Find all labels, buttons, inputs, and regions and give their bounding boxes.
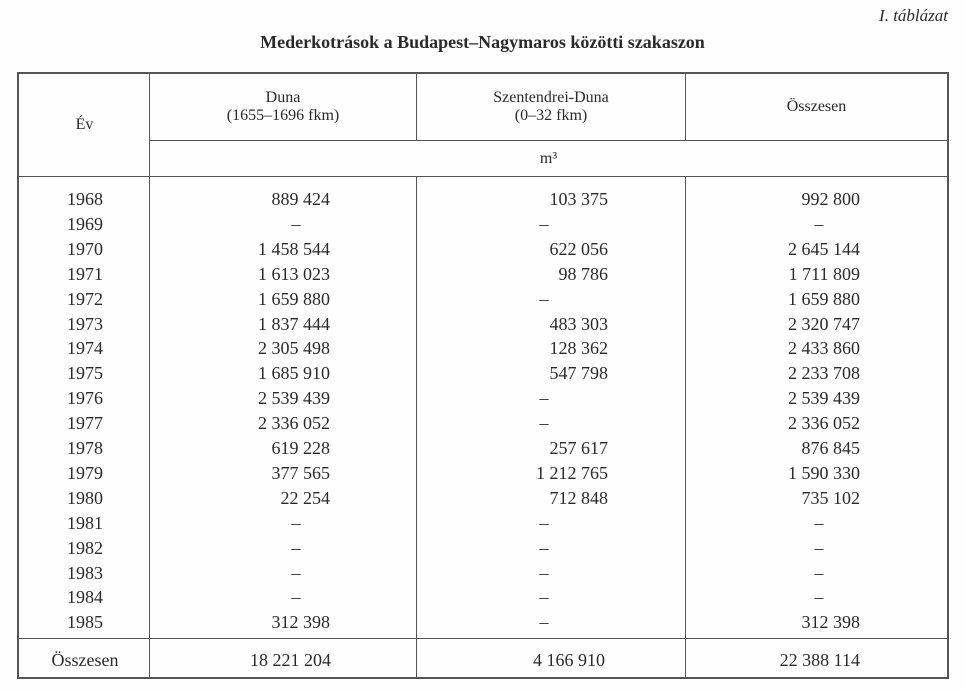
year-cell: 1977 [67,413,103,434]
szentendrei-cell: – [539,213,549,234]
szentendrei-cell: – [539,587,549,608]
table-row [19,336,947,361]
header-total-label: Összesen [786,98,847,115]
table-row [19,610,947,635]
szentendrei-cell: 712 848 [549,487,608,508]
year-cell: 1979 [67,462,103,483]
duna-cell: 22 254 [280,487,330,508]
table-row [19,511,947,536]
duna-cell: 619 228 [271,438,330,458]
year-cell: 1973 [67,313,103,334]
szentendrei-cell: 483 303 [549,313,608,334]
duna-cell: 1 685 910 [258,363,330,384]
total-cell: 1 711 809 [788,263,860,284]
table-row [19,561,947,586]
table-row [19,461,947,486]
table-row [19,237,947,262]
szentendrei-cell: 98 786 [558,263,608,284]
duna-cell: 889 424 [271,189,330,209]
total-cell: 1 659 880 [788,288,860,309]
total-cell: – [814,512,824,533]
year-cell: 1974 [67,338,103,359]
table-row [19,386,947,411]
duna-cell: 2 336 052 [258,413,330,434]
year-cell: 1972 [67,288,103,309]
table-row [19,486,947,511]
total-cell: 312 398 [801,612,860,633]
total-cell: 876 845 [801,438,860,458]
year-cell: 1971 [67,263,103,284]
data-table [17,72,949,679]
total-cell: 2 645 144 [788,238,860,259]
duna-cell: 312 398 [271,612,330,633]
szentendrei-cell: – [539,612,549,633]
duna-cell: 1 613 023 [258,263,330,284]
duna-cell: 2 305 498 [258,338,330,359]
duna-cell: 1 458 544 [258,238,330,259]
duna-cell: – [291,587,301,608]
table-label: I. táblázat [879,6,948,25]
szentendrei-cell: – [539,413,549,434]
totals-label: Összesen [51,650,119,670]
szentendrei-cell: – [539,512,549,533]
duna-cell: 1 659 880 [258,288,330,309]
header-duna-label: Duna [265,89,301,106]
table-title: Mederkotrások a Budapest–Nagymaros közötti szakaszon [260,32,705,52]
duna-cell: – [291,213,301,234]
header-total [686,74,947,140]
total-cell: 2 539 439 [788,388,860,409]
totals-total: 22 388 114 [779,650,860,670]
total-cell: 735 102 [801,487,860,508]
header-szentendrei-label: Szentendrei-Duna [493,89,609,106]
szentendrei-cell: 1 212 765 [536,462,608,483]
year-cell: 1976 [67,388,103,409]
table-row [19,287,947,312]
total-cell: 2 433 860 [788,338,860,359]
szentendrei-cell: 103 375 [549,189,608,209]
totals-szentendrei: 4 166 910 [533,650,605,670]
header-duna-sub: (1655–1696 fkm) [226,107,340,124]
szentendrei-cell: – [539,388,549,409]
year-cell: 1968 [67,189,103,209]
total-cell: – [814,587,824,608]
totals-row [19,648,947,673]
table-row [19,411,947,436]
header-year [19,74,150,176]
szentendrei-cell: 547 798 [549,363,608,384]
duna-cell: – [291,512,301,533]
table-row [19,536,947,561]
year-cell: 1985 [67,612,103,633]
year-cell: 1975 [67,363,103,384]
duna-cell: 1 837 444 [258,313,330,334]
duna-cell: – [291,537,301,558]
szentendrei-cell: 257 617 [549,438,608,458]
header-unit-label: m³ [539,149,558,167]
total-cell: – [814,537,824,558]
year-cell: 1981 [67,512,103,533]
year-cell: 1980 [67,487,103,508]
total-cell: 2 233 708 [788,363,860,384]
table-row [19,187,947,212]
total-cell: – [814,213,824,234]
table-row [19,361,947,386]
year-cell: 1982 [67,537,103,558]
divider [19,638,947,639]
duna-cell: – [291,562,301,583]
szentendrei-cell: – [539,537,549,558]
table-row [19,262,947,287]
year-cell: 1970 [67,238,103,259]
year-cell: 1983 [67,562,103,583]
total-cell: 2 336 052 [788,413,860,434]
szentendrei-cell: – [539,288,549,309]
szentendrei-cell: 622 056 [549,238,608,259]
year-cell: 1984 [67,587,103,608]
total-cell: 1 590 330 [788,462,860,483]
szentendrei-cell: 128 362 [549,338,608,359]
header-duna [150,74,416,140]
total-cell: 2 320 747 [788,313,860,334]
header-szentendrei [417,74,685,140]
year-cell: 1969 [67,213,103,234]
divider [19,176,947,177]
header-unit [150,141,947,176]
duna-cell: 2 539 439 [258,388,330,409]
header-year-label: Év [75,116,94,133]
totals-duna: 18 221 204 [250,650,331,670]
total-cell: – [814,562,824,583]
total-cell: 992 800 [801,189,860,209]
table-row [19,312,947,337]
szentendrei-cell: – [539,562,549,583]
table-row [19,436,947,461]
table-row [19,585,947,610]
table-row [19,212,947,237]
header-szentendrei-sub: (0–32 fkm) [514,107,588,124]
year-cell: 1978 [67,438,103,458]
duna-cell: 377 565 [271,462,330,483]
